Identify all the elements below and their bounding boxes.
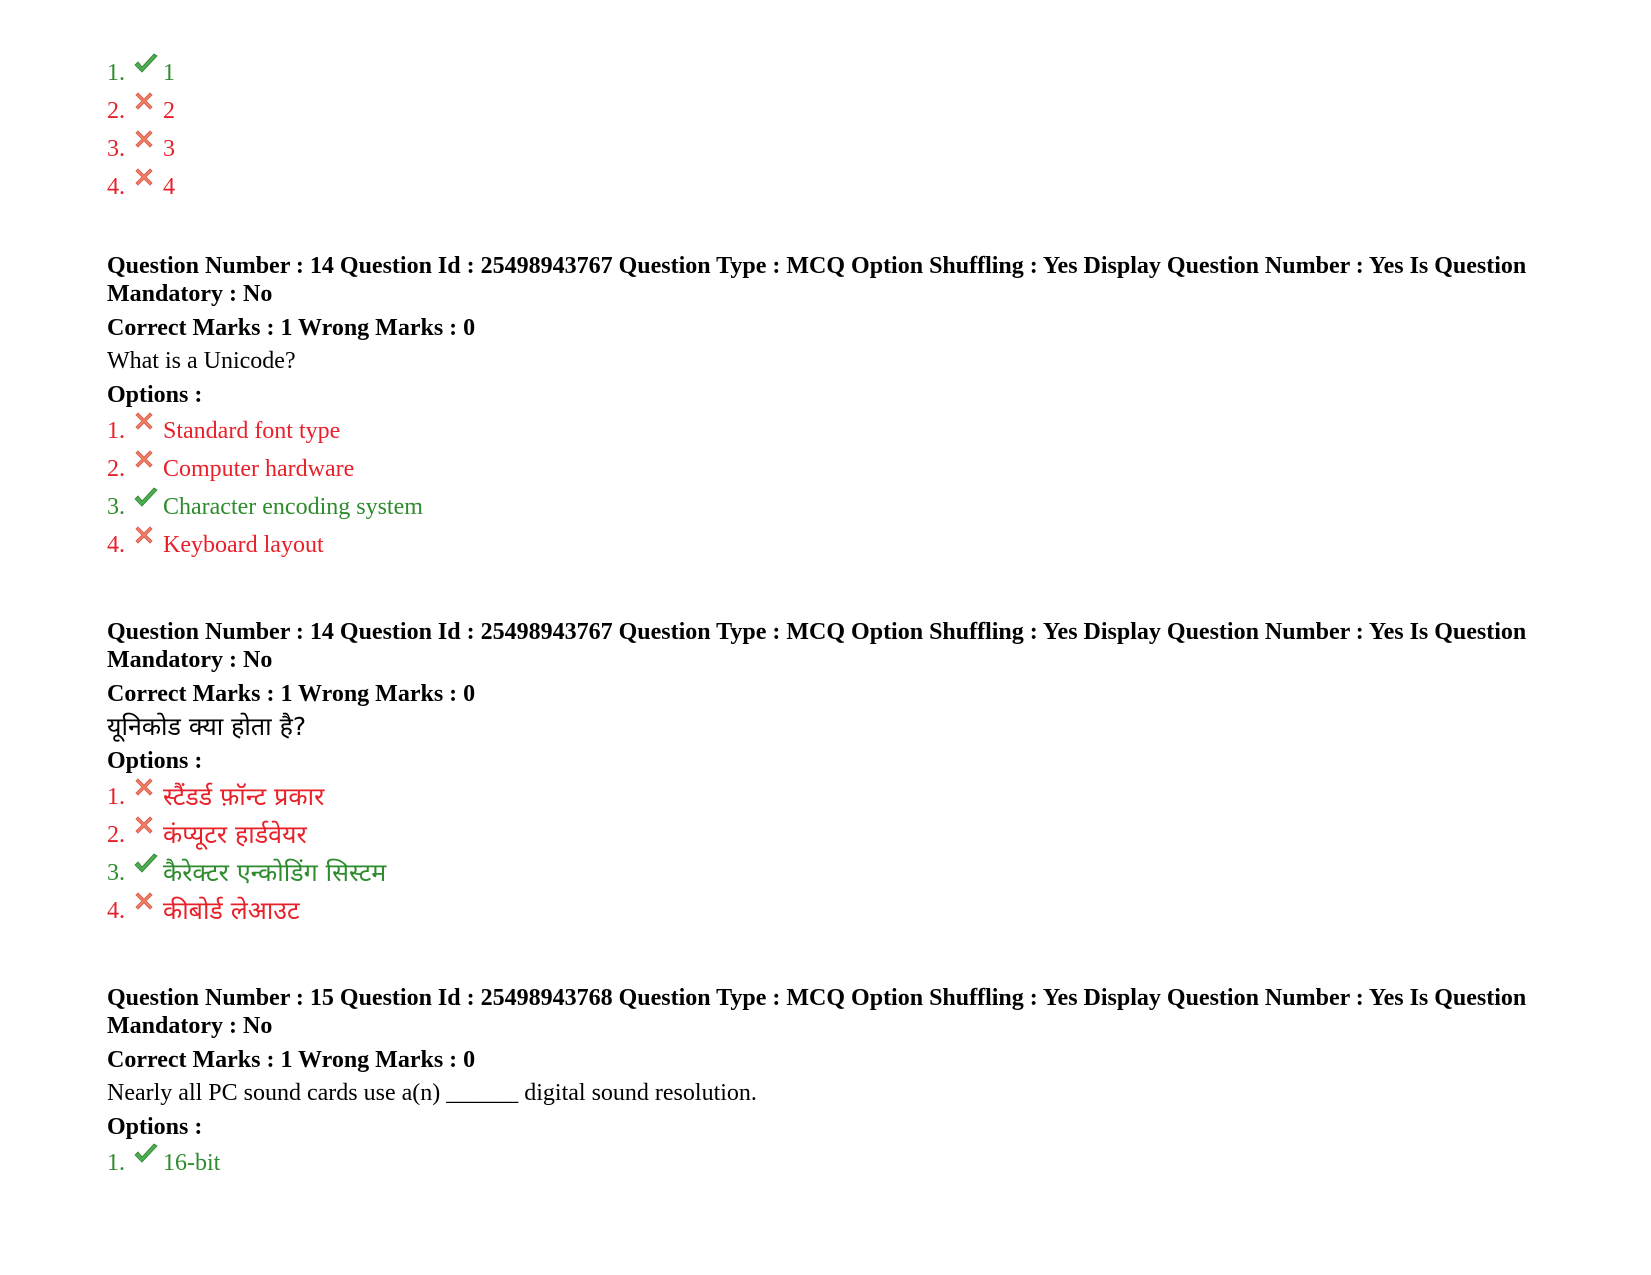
cross-icon [133,524,163,546]
option-item [107,820,1527,850]
cross-icon [133,410,163,432]
option-text: कैरेक्टर एन्कोडिंग सिस्टम [163,858,387,887]
option-text: 3 [163,136,175,162]
option-text: कीबोर्ड लेआउट [163,896,300,925]
question-header: Question Number : 14 Question Id : 25498943767 Question Type : MCQ Option Shuffling : Yes Display Question Number : Yes Is Question Mandatory : No [107,253,1527,307]
option-text: Character encoding system [163,494,423,520]
option-number: 2. [107,822,125,848]
check-icon [133,486,163,510]
cross-icon [133,128,163,150]
cross-icon [133,814,163,836]
option-number: 1. [107,1150,125,1176]
option-text: स्टैंडर्ड फ़ॉन्ट प्रकार [163,782,325,811]
options-label: Options : [107,1114,203,1140]
options-label: Options : [107,748,203,774]
option-number: 1. [107,418,125,444]
option-number: 3. [107,136,125,162]
options-label: Options : [107,382,203,408]
question-marks: Correct Marks : 1 Wrong Marks : 0 [107,315,476,341]
question-header: Question Number : 14 Question Id : 25498943767 Question Type : MCQ Option Shuffling : Yes Display Question Number : Yes Is Question Mandatory : No [107,619,1527,673]
question-block [107,252,1527,560]
check-icon [133,1142,163,1166]
question-header: Question Number : 15 Question Id : 25498943768 Question Type : MCQ Option Shuffling : Yes Display Question Number : Yes Is Question Mandatory : No [107,985,1527,1039]
check-icon [133,852,163,876]
option-item [107,896,1527,926]
option-number: 4. [107,898,125,924]
previous-question-options [107,58,1527,202]
option-text: 2 [163,98,175,124]
option-item [107,858,1527,888]
question-text: यूनिकोड क्या होता है? [107,712,307,741]
option-text: Standard font type [163,418,341,444]
option-item [107,416,1527,446]
option-number: 3. [107,494,125,520]
option-text: 1 [163,60,175,86]
option-number: 3. [107,860,125,886]
question-block [107,618,1527,926]
cross-icon [133,448,163,470]
option-number: 4. [107,532,125,558]
option-item [107,96,1527,126]
question-text: Nearly all PC sound cards use a(n) ______ digital sound resolution. [107,1080,757,1106]
option-item [107,58,1527,88]
check-icon [133,52,163,76]
option-number: 1. [107,60,125,86]
option-item [107,172,1527,202]
cross-icon [133,776,163,798]
option-item [107,1148,1527,1178]
answer-key-page [107,58,1527,1186]
question-text: What is a Unicode? [107,348,296,374]
option-number: 1. [107,784,125,810]
question-block [107,984,1527,1178]
option-item [107,530,1527,560]
option-text: 16-bit [163,1150,221,1176]
cross-icon [133,90,163,112]
option-text: कंप्यूटर हार्डवेयर [163,820,307,849]
option-text: Computer hardware [163,456,355,482]
question-marks: Correct Marks : 1 Wrong Marks : 0 [107,681,476,707]
option-number: 4. [107,174,125,200]
option-item [107,782,1527,812]
option-item [107,134,1527,164]
option-text: Keyboard layout [163,532,324,558]
cross-icon [133,890,163,912]
option-number: 2. [107,98,125,124]
option-item [107,454,1527,484]
option-text: 4 [163,174,175,200]
option-number: 2. [107,456,125,482]
question-marks: Correct Marks : 1 Wrong Marks : 0 [107,1047,476,1073]
cross-icon [133,166,163,188]
option-item [107,492,1527,522]
